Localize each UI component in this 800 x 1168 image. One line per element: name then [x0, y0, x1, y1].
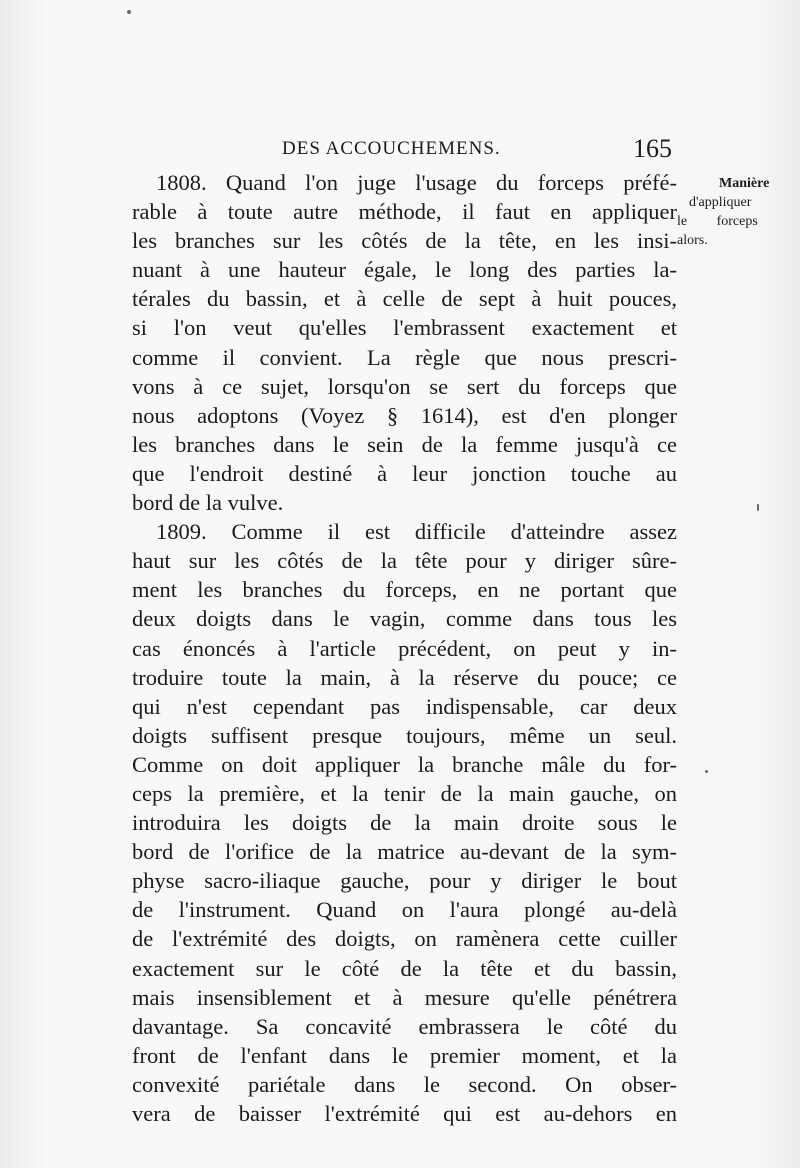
text-line: les branches sur les côtés de la tête, en les insi-	[132, 228, 677, 254]
text-line: ment les branches du forceps, en ne portant que	[132, 577, 677, 603]
ink-speck	[757, 504, 759, 511]
text-line: si l'on veut qu'elles l'embrassent exactement et	[132, 315, 677, 341]
text-line: que l'endroit destiné à leur jonction touche au	[132, 460, 677, 486]
text-line: ceps la première, et la tenir de la main gauche, on	[132, 780, 677, 806]
header-title: DES ACCOUCHEMENS.	[282, 138, 501, 159]
text-line: bord de la vulve.	[132, 490, 284, 516]
page-number: 165	[633, 134, 672, 163]
text-line: convexité pariétale dans le second. On obser-	[132, 1071, 677, 1097]
text-line: exactement sur le côté de la tête et du bassin,	[132, 955, 677, 981]
ink-speck	[127, 10, 131, 14]
text-line: térales du bassin, et à celle de sept à huit pouces,	[132, 286, 677, 312]
text-line: les branches dans le sein de la femme jusqu'à ce	[132, 431, 677, 457]
text-line: deux doigts dans le vagin, comme dans tous les	[132, 606, 677, 632]
text-line: vera de baisser l'extrémité qui est au-dehors en	[132, 1101, 677, 1126]
text-line: nuant à une hauteur égale, le long des parties la-	[132, 257, 677, 283]
text-line: bord de l'orifice de la matrice au-devant de la sym-	[132, 839, 677, 865]
text-line: davantage. Sa concavité embrassera le côté du	[132, 1013, 677, 1039]
margin-note-line: alors.	[677, 233, 708, 248]
text-line: doigts suffisent presque toujours, même un seul.	[132, 722, 677, 748]
text-line: cas énoncés à l'article précédent, on peut y in-	[132, 635, 677, 661]
text-line: de l'extrémité des doigts, on ramènera cette cuiller	[132, 926, 677, 952]
text-line: troduire toute la main, à la réserve du pouce; ce	[132, 664, 677, 690]
body-text	[132, 168, 677, 1128]
text-line: nous adoptons (Voyez § 1614), est d'en plonger	[132, 402, 677, 428]
text-line: haut sur les côtés de la tête pour y diriger sûre-	[132, 548, 677, 574]
ink-speck	[705, 770, 708, 773]
text-line: vons à ce sujet, lorsqu'on se sert du forceps que	[132, 373, 677, 399]
text-line: 1809. Comme il est difficile d'atteindre assez	[156, 519, 677, 545]
text-line: front de l'enfant dans le premier moment, et la	[132, 1042, 677, 1068]
text-line: Comme on doit appliquer la branche mâle du for-	[132, 751, 677, 777]
text-line: introduira les doigts de la main droite sous le	[132, 810, 677, 836]
text-line: comme il convient. La règle que nous prescri-	[132, 344, 677, 370]
text-line: mais insensiblement et à mesure qu'elle pénétrera	[132, 984, 677, 1010]
text-line: qui n'est cependant pas indispensable, car deux	[132, 693, 677, 719]
text-line: 1808. Quand l'on juge l'usage du forceps préfé-	[156, 170, 677, 195]
text-line: physe sacro-iliaque gauche, pour y diriger le bout	[132, 868, 677, 894]
margin-note-line: d'appliquer	[689, 195, 752, 210]
margin-note-line: Manière	[719, 176, 770, 191]
margin-note	[677, 174, 792, 250]
text-line: rable à toute autre méthode, il faut en appliquer	[132, 199, 677, 225]
text-line: de l'instrument. Quand on l'aura plongé au-delà	[132, 897, 677, 923]
running-header	[132, 134, 672, 166]
margin-note-line: le forceps	[677, 214, 758, 229]
